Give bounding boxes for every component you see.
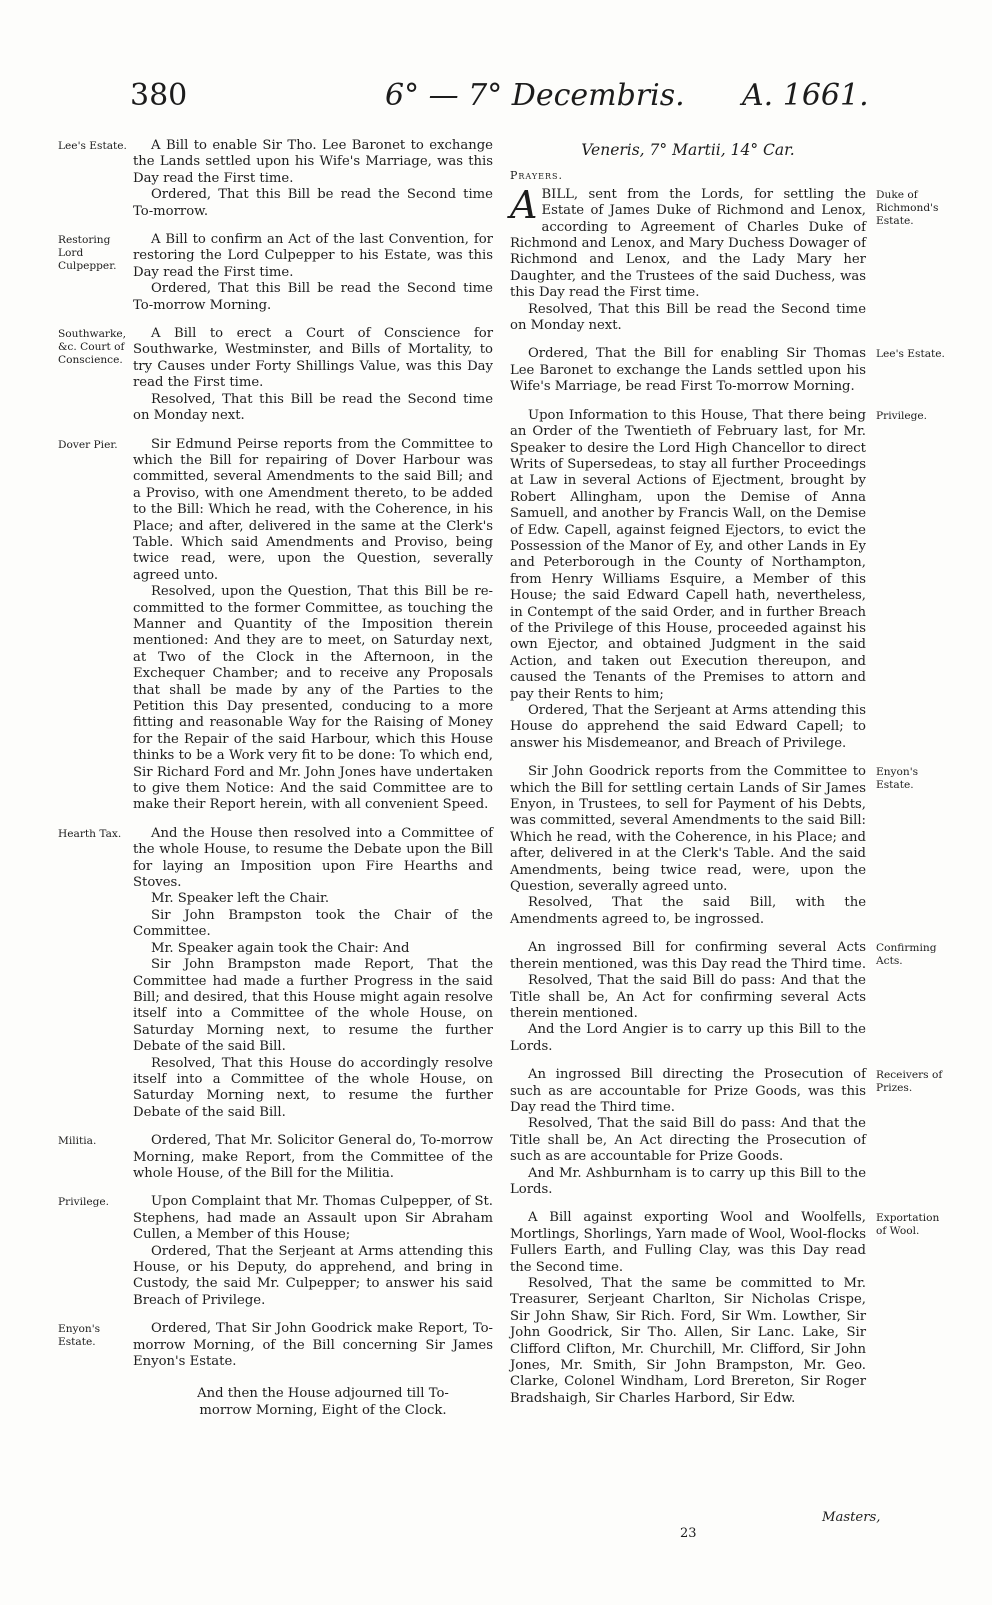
paragraph-text: Ordered, That the Serjeant at Arms attending this House do apprehend the said Edward Capell; to answer his Misdemeanor, and Breach of Privilege. [510, 703, 866, 751]
paragraph-text: Upon Information to this House, That there being an Order of the Twentieth of February last, for Mr. Speaker to desire the Lord High Chancellor to direct Writs of Supersedeas, to stay all further Proceedings at Law in several Actions of Ejectment, brought by Robert Allingham, upon the Demise of Anna Samuell, and another by Francis Wall, on the Demise of Edw. Capell, against feigned Ejectors, to evict the Possession of the Manor of Ey, and other Lands in Ey and Peterborough in the County of Northampton, from Henry Williams Esquire, a Member of this House; the said Edward Capell hath, nevertheless, in Contempt of the said Order, and in further Breach of the Privilege of this House, proceeded against his own Ejector, and obtained Judgment in the said Action, and taken out Execution thereupon, and caused the Tenants of the Premises to attorn and pay their Rents to him; [510, 407, 866, 702]
entry-paragraph [510, 302, 866, 335]
entry-paragraph [510, 1210, 866, 1276]
adjournment-note: And then the House adjourned till To-morrow Morning, Eight of the Clock. [197, 1386, 449, 1418]
margin-note: Enyon's Estate. [876, 766, 919, 792]
margin-note: Privilege. [876, 409, 928, 422]
entry-paragraph: Sir John Brampston made Report, That the Committee had made a further Progress in the said Bill; and desired, that this House might again resolve itself into a Committee of the whole House, on Saturday Morning next, to resume the further Debate of the said Bill. [133, 957, 493, 1055]
entry-paragraph: Ordered, That Mr. Solicitor General do, To-morrow Morning, make Report, from the Committee of the whole House, of the Bill for the Militia. [133, 1133, 493, 1181]
entry-paragraph: Resolved, That this Bill be read the Second time on Monday next. [133, 391, 493, 424]
journal-entry [510, 940, 937, 1055]
paragraph-text: Resolved, That the said Bill do pass: And that the Title shall be, An Act for confirming several Acts therein mentioned. [510, 973, 866, 1021]
page-number: 380 [130, 78, 188, 113]
paragraph-text: Resolved, That the said Bill do pass: And that the Title shall be, An Act directing the Prosecution of such as are accountable for Prize Goods. [510, 1116, 866, 1165]
entry-paragraph: And the House then resolved into a Committee of the whole House, to resume the Debate upon the Bill for laying an Imposition upon Fire Hearths and Stoves. [133, 825, 493, 891]
entry-paragraph: Mr. Speaker left the Chair. [151, 891, 330, 907]
entry-paragraph: Ordered, That this Bill be read the Second time To-morrow. [133, 187, 493, 219]
entry-paragraph: Ordered, That this Bill be read the Second time To-morrow Morning. [133, 281, 493, 313]
journal-entry [58, 825, 493, 1121]
margin-note: Receivers of Prizes. [876, 1069, 943, 1095]
entry-paragraph [510, 895, 866, 928]
entry-paragraph [510, 1116, 866, 1165]
prayers-label: Prayers. [510, 169, 563, 183]
paragraph-text: And Mr. Ashburnham is to carry up this Bill to the Lords. [510, 1165, 866, 1197]
margin-note: Privilege. [58, 1196, 110, 1209]
entry-paragraph: A Bill to enable Sir Tho. Lee Baronet to exchange the Lands settled upon his Wife's Marriage, was this Day read the First time. [133, 138, 493, 186]
paragraph-text: Ordered, That the Bill for enabling Sir Thomas Lee Baronet to exchange the Lands settled upon his Wife's Marriage, be read First To-morrow Morning. [510, 346, 866, 395]
journal-entry [58, 1133, 493, 1182]
drop-capital: A [510, 182, 538, 227]
margin-note: Dover Pier. [58, 438, 118, 451]
paragraph-text: Resolved, That this Bill be read the Second time on Monday next. [510, 301, 866, 334]
journal-entry [58, 326, 493, 424]
margin-note: Hearth Tax. [58, 827, 122, 840]
journal-entry [510, 1067, 943, 1198]
entry-paragraph [510, 764, 866, 895]
journal-entry [58, 1194, 493, 1309]
paragraph-text: Resolved, That the same be committed to Mr. Treasurer, Serjeant Charlton, Sir Nicholas Crispe, Sir John Shaw, Sir Rich. Ford, Sir Wm. Lowther, Sir John Goodrick, Sir Tho. Allen, Sir Lanc. Lake, Sir Clifford Clifton, Mr. Churchill, Mr. Clifford, Sir John Jones, Mr. Smith, Sir John Brampston, Mr. Geo. Clarke, Colonel Windham, Lord Brereton, Sir Roger Bradshaigh, Sir Charles Harbord, Sir Edw. [510, 1276, 866, 1406]
paragraph-text: An ingrossed Bill for confirming several Acts therein mentioned, was this Day read the Third time. [510, 940, 867, 972]
signature-mark: 23 [680, 1526, 697, 1541]
journal-entry [58, 1321, 493, 1370]
day-heading: Veneris, 7° Martii, 14° Car. [581, 141, 795, 159]
entry-paragraph: A Bill to erect a Court of Conscience for Southwarke, Westminster, and Bills of Mortality, to try Causes under Forty Shillings Value, was this Day read the First time. [133, 326, 493, 391]
margin-note: Exportation of Wool. [876, 1212, 940, 1238]
entry-paragraph: Ordered, That the Serjeant at Arms attending this House, or his Deputy, do apprehend, and bring in Custody, the said Mr. Culpepper; to answer his said Breach of Privilege. [133, 1243, 493, 1308]
entry-paragraph [510, 1166, 866, 1199]
entry-paragraph: A Bill to confirm an Act of the last Convention, for restoring the Lord Culpepper to his Estate, was this Day read the First time. [133, 232, 493, 280]
journal-entry [510, 764, 919, 928]
journal-entry [510, 407, 928, 753]
entry-paragraph [510, 703, 866, 752]
entry-paragraph [510, 973, 866, 1022]
paragraph-text: A Bill against exporting Wool and Woolfells, Mortlings, Shorlings, Yarn made of Wool, Wool-flocks Fullers Earth, and Fulling Clay, was this Day read the Second time. [510, 1210, 866, 1275]
journal-entry [510, 346, 945, 395]
journal-entry [510, 182, 939, 335]
margin-note: Lee's Estate. [876, 348, 945, 361]
paragraph-text: An ingrossed Bill directing the Prosecution of such as are accountable for Prize Goods, was this Day read the Third time. [510, 1067, 866, 1115]
entry-paragraph: Mr. Speaker again took the Chair: And [151, 940, 410, 956]
entry-paragraph [510, 346, 866, 395]
margin-note: Restoring Lord Culpepper. [58, 234, 117, 273]
page-dates: 6° — 7° Decembris. [385, 78, 685, 113]
entry-paragraph [510, 1067, 866, 1116]
left-column [58, 138, 493, 1419]
margin-note: Confirming Acts. [876, 942, 937, 968]
journal-entry [510, 1210, 940, 1407]
margin-note: Militia. [58, 1135, 97, 1148]
page-year: A. 1661. [742, 78, 869, 113]
entry-paragraph [510, 940, 866, 973]
paragraph-text: Sir John Goodrick reports from the Committee to which the Bill for settling certain Lands of Sir James Enyon, in Trustees, to sell for Payment of his Debts, was committed, several Amendments to the said Bill: Which he read, with the Coherence, in his Place; and after, delivered in at the Clerk's Table. And the said Amendments, being twice read, were, upon the Question, severally agreed unto. [510, 764, 866, 895]
entry-paragraph [510, 182, 866, 302]
margin-note: Southwarke, &c. Court of Conscience. [58, 328, 127, 367]
entry-paragraph [510, 1022, 866, 1055]
right-column [510, 138, 945, 1419]
entry-paragraph: Sir Edmund Peirse reports from the Committee to which the Bill for repairing of Dover Harbour was committed, several Amendments to the said Bill; and a Proviso, with one Amendment thereto, to be added to the Bill: Which he read, with the Coherence, in his Place; and after, delivered in the same at the Clerk's Table. Which said Amendments and Proviso, being twice read, were, upon the Question, severally agreed unto. [133, 436, 493, 583]
margin-note: Lee's Estate. [58, 140, 127, 152]
entry-paragraph: Upon Complaint that Mr. Thomas Culpepper, of St. Stephens, had made an Assault upon Sir Abraham Cullen, a Member of this House; [133, 1194, 493, 1243]
entry-paragraph: Ordered, That Sir John Goodrick make Report, To-morrow Morning, of the Bill concerning Sir James Enyon's Estate. [133, 1321, 493, 1370]
entry-paragraph: Resolved, upon the Question, That this Bill be re-committed to the former Committee, as touching the Manner and Quantity of the Imposition therein mentioned: And they are to meet, on Saturday next, at Two of the Clock in the Afternoon, in the Exchequer Chamber; and to receive any Proposals that shall be made by any of the Parties to the Petition this Day presented, conducing to a more fitting and reasonable Way for the Raising of Money for the Repair of the said Harbour, which this House thinks to be a Work very fit to be done: To which end, Sir Richard Ford and Mr. John Jones have undertaken to give them Notice: And the said Committee are to make their Report herein, with all convenient Speed. [133, 584, 493, 813]
journal-entry [58, 232, 493, 314]
entry-paragraph: Resolved, That this House do accordingly resolve itself into a Committee of the whole House, on Saturday Morning next, to resume the further Debate of the said Bill. [133, 1055, 493, 1120]
entry-paragraph [510, 408, 866, 703]
journal-entry [58, 436, 493, 814]
margin-note: Duke of Richmond's Estate. [876, 188, 939, 227]
paragraph-text: Resolved, That the said Bill, with the Amendments agreed to, be ingrossed. [510, 895, 866, 927]
journal-entry [58, 138, 493, 220]
paragraph-text: BILL, sent from the Lords, for settling the Estate of James Duke of Richmond and Lenox, according to Agreement of Charles Duke of Richmond and Lenox, and Mary Duchess Dowager of Richmond and Lenox, and the Lady Mary her Daughter, and the Trustees of the said Duchess, was this Day read the First time. [510, 186, 866, 301]
catchword: Masters, [822, 1510, 881, 1525]
margin-note: Enyon's Estate. [58, 1323, 101, 1349]
entry-paragraph: Sir John Brampston took the Chair of the Committee. [133, 907, 493, 940]
entry-paragraph [510, 1276, 866, 1407]
paragraph-text: And the Lord Angier is to carry up this Bill to the Lords. [510, 1022, 866, 1054]
